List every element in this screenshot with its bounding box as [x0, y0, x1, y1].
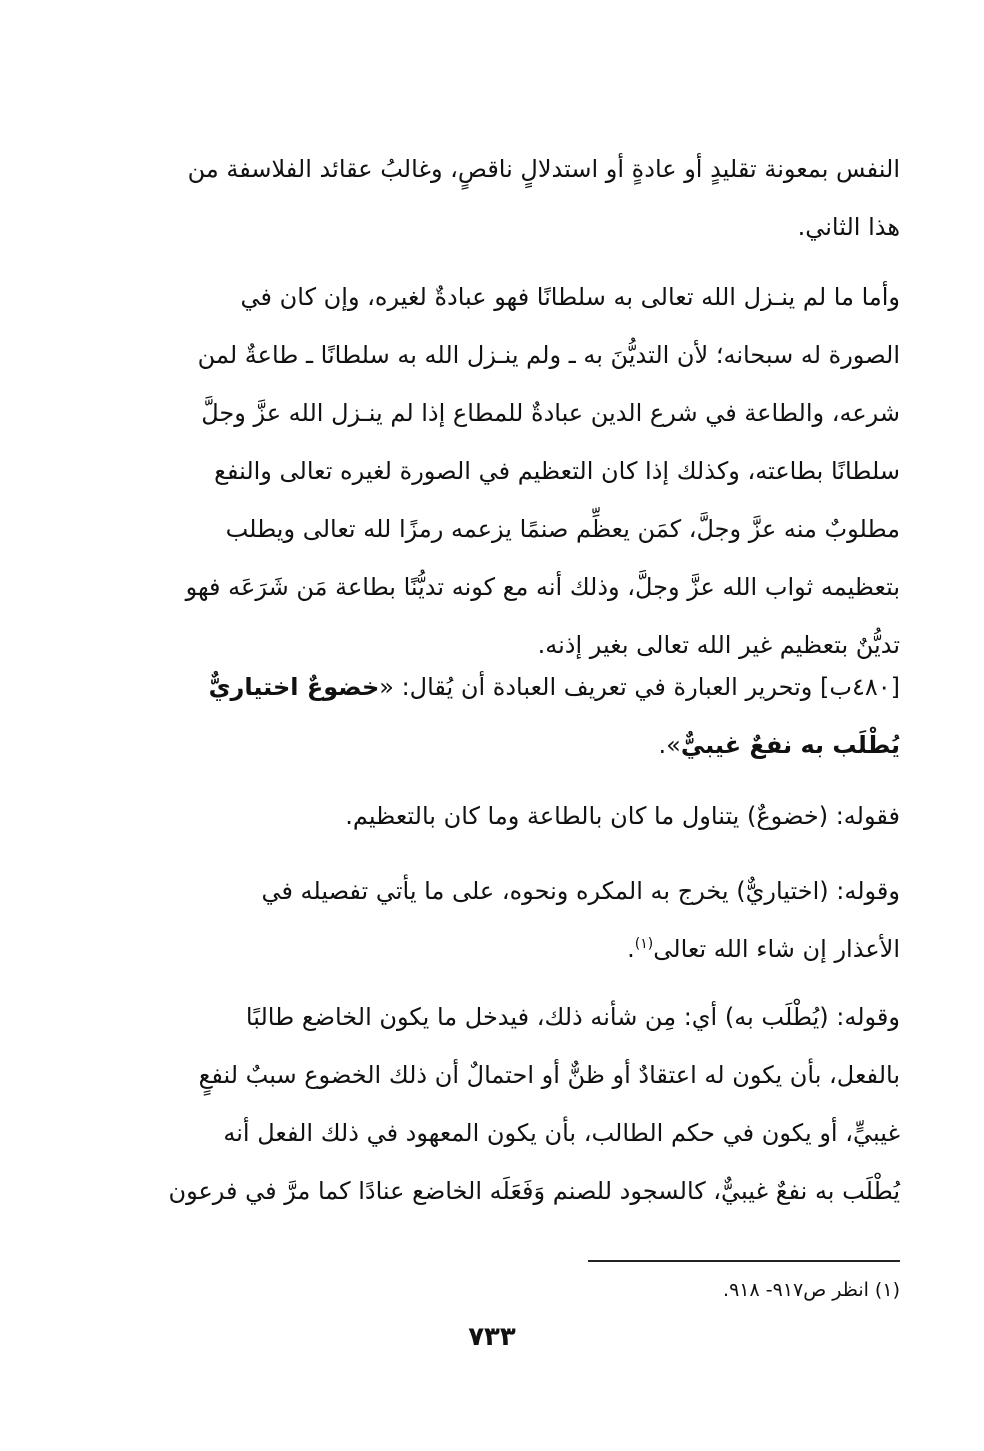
- paragraph-3: [124, 658, 900, 774]
- paragraph-5-line-1: وقوله: (اختياريٌّ) يخرج به المكره ونحوه، على ما يأتي تفصيله في: [261, 877, 900, 905]
- paragraph-6-line-4: يُطْلَب به نفعٌ غيبيٌّ، كالسجود للصنم وَفَعَلَه الخاضع عنادًا كما مرَّ في فرعون: [168, 1177, 900, 1205]
- footnote-divider: [588, 1260, 900, 1262]
- paragraph-5-end: .: [627, 935, 635, 963]
- paragraph-1-line-1: النفس بمعونة تقليدٍ أو عادةٍ أو استدلالٍ ناقصٍ، وغالبُ عقائد الفلاسفة من: [187, 155, 900, 183]
- footnote: (١) انظر ص٩١٧- ٩١٨.: [723, 1279, 900, 1301]
- paragraph-1-line-2: هذا الثاني.: [797, 213, 900, 241]
- definition-part-2: يُطْلَب به نفعٌ غيبيٌّ: [680, 731, 900, 759]
- paragraph-2-line-1: وأما ما لم ينـزل الله تعالى به سلطانًا فهو عبادةٌ لغيره، وإن كان في: [240, 283, 900, 311]
- paragraph-3-line-2: [124, 716, 900, 774]
- paragraph-4-line-1: فقوله: (خضوعٌ) يتناول ما كان بالطاعة وما كان بالتعظيم.: [345, 802, 900, 830]
- paragraph-6-line-3: غيبيٍّ، أو يكون في حكم الطالب، بأن يكون المعهود في ذلك الفعل أنه: [223, 1119, 900, 1147]
- paragraph-2-line-2: الصورة له سبحانه؛ لأن التديُّنَ به ـ ولم ينـزل الله به سلطانًا ـ طاعةٌ لمن: [197, 341, 900, 369]
- paragraph-5-line-2-text: الأعذار إن شاء الله تعالى: [653, 935, 900, 963]
- paragraph-3-line-1: [124, 658, 900, 716]
- paragraph-2-line-6: بتعظيمه ثواب الله عزَّ وجلَّ، وذلك أنه مع كونه تديُّنًا بطاعة مَن شَرَعَه فهو: [185, 573, 900, 601]
- paragraph-6-line-1: وقوله: (يُطْلَب به) أي: مِن شأنه ذلك، فيدخل ما يكون الخاضع طالبًا: [245, 1003, 900, 1031]
- paragraph-2-line-5: مطلوبٌ منه عزَّ وجلَّ، كمَن يعظِّم صنمًا يزعمه رمزًا لله تعالى ويطلب: [225, 515, 900, 543]
- paragraph-3-intro: [٤٨٠ب] وتحرير العبارة في تعريف العبادة أن يُقال: «: [379, 673, 900, 701]
- definition-part-1: خضوعٌ اختياريٌّ: [208, 673, 380, 701]
- paragraph-5-line-2: [124, 920, 900, 978]
- paragraph-2-line-4: سلطانًا بطاعته، وكذلك إذا كان التعظيم في الصورة لغيره تعالى والنفع: [214, 457, 900, 485]
- footnote-reference[interactable]: (١): [634, 936, 654, 952]
- paragraph-5: [124, 862, 900, 978]
- paragraph-3-close: ».: [658, 731, 681, 759]
- paragraph-6: [124, 988, 900, 1220]
- paragraph-6-line-2: بالفعل، بأن يكون له اعتقادٌ أو ظنٌّ أو احتمالٌ أن ذلك الخضوع سببٌ لنفعٍ: [198, 1061, 900, 1089]
- paragraph-2-line-3: شرعه، والطاعة في شرع الدين عبادةٌ للمطاع إذا لم ينـزل الله عزَّ وجلَّ: [201, 399, 900, 427]
- paragraph-2: [124, 268, 900, 674]
- page-number: ٧٣٣: [468, 1322, 516, 1352]
- paragraph-4: [124, 787, 900, 845]
- paragraph-1: [124, 140, 900, 256]
- paragraph-2-line-7: تديُّنٌ بتعظيم غير الله تعالى بغير إذنه.: [537, 631, 900, 659]
